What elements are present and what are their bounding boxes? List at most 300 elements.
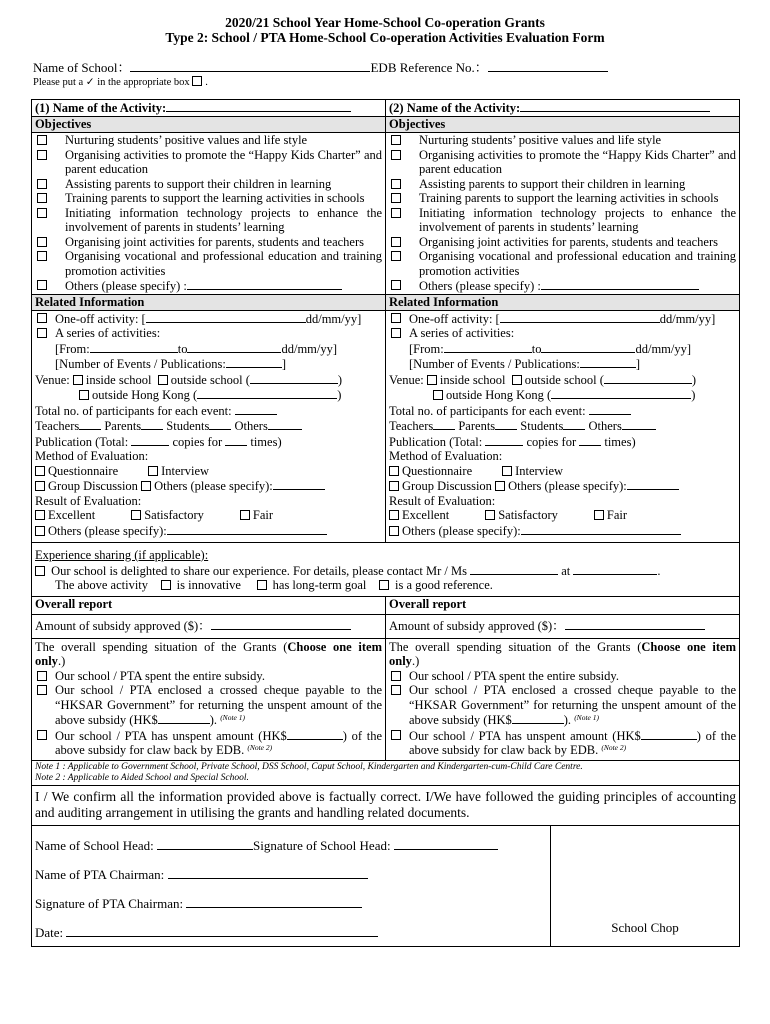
to-label: to: [531, 341, 542, 356]
inside-school-label: inside school: [439, 372, 506, 387]
events-label: [Number of Events / Publications:: [409, 357, 580, 371]
others-label: Others: [588, 419, 622, 433]
outside-school-checkbox[interactable]: [158, 375, 168, 385]
teachers-label: Teachers: [389, 419, 434, 433]
cheque-label: Our school / PTA enclosed a crossed cheque payable to the “HKSAR Government” for returning the unspent amount of the above subsidy (HK$: [409, 683, 736, 727]
objective-checkbox[interactable]: [37, 135, 47, 145]
cheque-end: ).: [563, 713, 572, 727]
events-label: [Number of Events / Publications:: [55, 357, 226, 371]
inside-school-label: inside school: [85, 372, 152, 387]
excellent-checkbox[interactable]: [389, 510, 399, 520]
from-label: [From:: [409, 341, 444, 356]
outside-hk-label: outside Hong Kong (: [446, 388, 552, 402]
objective-checkbox[interactable]: [37, 208, 47, 218]
contact-name-field[interactable]: [470, 563, 558, 575]
parents-label: Parents: [104, 419, 142, 433]
fair-checkbox[interactable]: [594, 510, 604, 520]
reference-checkbox[interactable]: [379, 580, 389, 590]
objective-checkbox[interactable]: [37, 150, 47, 160]
school-chop-area[interactable]: [551, 826, 739, 946]
outside-school-field[interactable]: [250, 372, 338, 384]
from-to-row: [389, 341, 736, 357]
note-2: Note 2 : Applicable to Aided School and Special School.: [35, 772, 249, 783]
series-label: A series of activities:: [55, 326, 161, 340]
outside-hk-row: [389, 387, 736, 403]
innovative-checkbox[interactable]: [161, 580, 171, 590]
objective-text: Organising activities to promote the “Happy Kids Charter” and parent education: [65, 147, 382, 176]
outside-hk-checkbox[interactable]: [79, 390, 89, 400]
objective-item[interactable]: [35, 133, 382, 148]
total-participants-row: [35, 403, 382, 419]
title-line-1: 2020/21 School Year Home-School Co-operation Grants: [225, 15, 545, 30]
amount-field[interactable]: [211, 618, 351, 630]
series-row[interactable]: [35, 326, 382, 341]
outside-hk-checkbox[interactable]: [433, 390, 443, 400]
objective-item[interactable]: [35, 206, 382, 235]
objective-item[interactable]: [389, 148, 736, 177]
title-line-2: Type 2: School / PTA Home-School Co-operation Activities Evaluation Form: [165, 30, 605, 45]
objective-checkbox[interactable]: [37, 251, 47, 261]
from-field[interactable]: [444, 341, 532, 353]
pta-name-row: [35, 867, 550, 882]
experience-line-2: [35, 578, 736, 593]
cheque-end: ).: [209, 713, 218, 727]
amount-label: Amount of subsidy approved ($)：: [389, 618, 565, 633]
result-row-2: [35, 523, 382, 543]
parents-label: Parents: [458, 419, 496, 433]
questionnaire-checkbox[interactable]: [35, 466, 45, 476]
objective-text: Others (please specify) :: [65, 279, 187, 293]
result-others-checkbox[interactable]: [35, 526, 45, 536]
unspent-end: ) of the above subsidy for claw back by EDB.: [55, 728, 382, 757]
overall-heading-1: Overall report: [32, 596, 386, 614]
cheque-amount-field[interactable]: [158, 712, 210, 724]
school-info-row: [33, 59, 770, 75]
head-sig-field[interactable]: [394, 838, 498, 850]
date-row: [35, 925, 550, 940]
times-field[interactable]: [579, 434, 601, 446]
reference-label: is a good reference.: [395, 578, 493, 592]
method-row-1: [35, 464, 382, 479]
paren: ): [691, 388, 696, 402]
share-experience-label: Our school is delighted to share our experience. For details, please contact Mr / Ms: [51, 563, 467, 578]
objective-text: Organising activities to promote the “Happy Kids Charter” and parent education: [419, 147, 736, 176]
result-others-field[interactable]: [521, 523, 681, 535]
date-field[interactable]: [66, 925, 378, 937]
unspent-row[interactable]: [389, 728, 736, 760]
hint-text: Please put a ✓ in the appropriate box: [33, 77, 190, 88]
objective-checkbox[interactable]: [37, 280, 47, 290]
interview-checkbox[interactable]: [502, 466, 512, 476]
paren: ): [337, 372, 343, 387]
spending-intro: [35, 640, 382, 669]
method-others-field[interactable]: [627, 478, 679, 490]
from-field[interactable]: [90, 341, 178, 353]
declaration: I / We confirm all the information provided above is factually correct. I/We have followed the guiding principles of accounting and auditing arrangement in utilising the grants and handling related documents.: [32, 785, 740, 825]
note-1-ref: (Note 1): [574, 713, 599, 722]
satisfactory-label: Satisfactory: [498, 508, 558, 522]
objective-item[interactable]: [389, 133, 736, 148]
pta-sig-row: [35, 896, 550, 911]
spent-entire-row[interactable]: [389, 669, 736, 684]
result-heading: Result of Evaluation:: [35, 493, 142, 508]
head-row: [35, 838, 550, 853]
teachers-label: Teachers: [35, 419, 80, 433]
objective-item[interactable]: [389, 177, 736, 192]
signature-section: [32, 825, 740, 946]
date-label: Date:: [35, 924, 64, 940]
spent-entire-label: Our school / PTA spent the entire subsidy.: [55, 668, 265, 683]
method-others-label: Others (please specify):: [508, 479, 627, 493]
related-info-1: [32, 310, 386, 543]
bracket: ]: [635, 357, 640, 371]
amount-label: Amount of subsidy approved ($)：: [35, 618, 211, 633]
objective-text: Initiating information technology projects to enhance the involvement of parents in students’ learning: [65, 205, 382, 234]
method-row-2: [389, 478, 736, 494]
excellent-label: Excellent: [402, 508, 450, 522]
one-off-label: One-off activity: [: [55, 311, 146, 326]
signature-wrapper: [32, 826, 739, 946]
activity-2-label: (2) Name of the Activity:: [389, 101, 521, 115]
result-row-1: [389, 508, 736, 523]
related-heading-2: Related Information: [386, 294, 740, 310]
spending-text: The overall spending situation of the Grants (: [35, 639, 288, 654]
students-label: Students: [166, 419, 210, 433]
spent-entire-label: Our school / PTA spent the entire subsidy.: [409, 668, 619, 683]
venue-row: [35, 372, 382, 388]
edb-ref-field[interactable]: [488, 59, 608, 72]
objective-item[interactable]: [35, 148, 382, 177]
one-off-row[interactable]: [389, 311, 736, 327]
activity-2-name-field[interactable]: [520, 100, 710, 112]
one-off-label: One-off activity: [: [409, 311, 500, 326]
objective-text: Nurturing students’ positive values and life style: [419, 133, 662, 147]
objective-text: Training parents to support the learning activities in schools: [419, 191, 719, 205]
series-label: A series of activities:: [409, 326, 515, 340]
publication-total-field[interactable]: [485, 434, 523, 446]
satisfactory-checkbox[interactable]: [485, 510, 495, 520]
venue-row: [389, 372, 736, 388]
participants-breakdown-row: [35, 418, 382, 434]
unspent-amount-field[interactable]: [641, 728, 697, 740]
others-specify-field[interactable]: [541, 278, 699, 290]
objective-text: Training parents to support the learning activities in schools: [65, 191, 365, 205]
objective-checkbox[interactable]: [37, 237, 47, 247]
cheque-amount-field[interactable]: [512, 712, 564, 724]
objective-text: Nurturing students’ positive values and life style: [65, 133, 308, 147]
series-checkbox[interactable]: [391, 328, 401, 338]
objective-checkbox[interactable]: [391, 208, 401, 218]
one-off-checkbox[interactable]: [391, 313, 401, 323]
objective-item[interactable]: [389, 249, 736, 278]
paren: ): [691, 372, 697, 387]
times-label: times): [250, 434, 282, 449]
publication-row: [35, 434, 382, 450]
times-label: times): [604, 434, 636, 449]
spending-text: The overall spending situation of the Grants (: [389, 639, 642, 654]
cheque-row[interactable]: [35, 683, 382, 728]
excellent-label: Excellent: [48, 508, 96, 522]
experience-heading: Experience sharing (if applicable):: [35, 548, 209, 562]
experience-sharing: [32, 543, 740, 597]
result-others-label: Others (please specify):: [48, 523, 167, 538]
pta-sig-field[interactable]: [186, 896, 362, 908]
series-checkbox[interactable]: [37, 328, 47, 338]
unspent-checkbox[interactable]: [37, 730, 47, 740]
times-field[interactable]: [225, 434, 247, 446]
unspent-checkbox[interactable]: [391, 730, 401, 740]
objective-item[interactable]: [389, 206, 736, 235]
edb-ref-label: EDB Reference No.：: [370, 60, 488, 75]
amount-field[interactable]: [565, 618, 705, 630]
outside-school-field[interactable]: [604, 372, 692, 384]
outside-hk-field[interactable]: [197, 387, 337, 399]
objective-text: Assisting parents to support their children in learning: [419, 176, 686, 191]
result-others-checkbox[interactable]: [389, 526, 399, 536]
objective-item[interactable]: [389, 235, 736, 250]
others-specify-field[interactable]: [187, 278, 342, 290]
school-chop-label: School Chop: [611, 920, 679, 935]
inside-school-checkbox[interactable]: [73, 375, 83, 385]
fair-checkbox[interactable]: [240, 510, 250, 520]
notes: [32, 760, 740, 785]
outside-school-label: outside school (: [524, 372, 604, 387]
objectives-list-1: [32, 133, 386, 295]
copies-label: copies for: [172, 434, 223, 449]
long-term-checkbox[interactable]: [257, 580, 267, 590]
amount-approved-1: [32, 614, 386, 638]
group-discussion-checkbox[interactable]: [35, 481, 45, 491]
objective-item[interactable]: [35, 191, 382, 206]
method-row-2: [35, 478, 382, 494]
objective-text: Organising joint activities for parents, students and teachers: [65, 234, 364, 249]
series-row[interactable]: [389, 326, 736, 341]
cheque-checkbox[interactable]: [37, 685, 47, 695]
total-participants-label: Total no. of participants for each event:: [35, 403, 232, 418]
objective-checkbox[interactable]: [391, 251, 401, 261]
objective-checkbox[interactable]: [391, 179, 401, 189]
interview-label: Interview: [161, 463, 210, 478]
head-name-field[interactable]: [157, 838, 253, 850]
name-of-school-label: Name of School：: [33, 60, 131, 75]
objective-text: Others (please specify) :: [419, 279, 541, 293]
spent-entire-row[interactable]: [35, 669, 382, 684]
outside-hk-row: [35, 387, 382, 403]
date-format: dd/mm/yy]: [281, 341, 338, 356]
objective-checkbox[interactable]: [391, 193, 401, 203]
method-others-field[interactable]: [273, 478, 325, 490]
outside-school-checkbox[interactable]: [512, 375, 522, 385]
others-label: Others: [234, 419, 268, 433]
events-field[interactable]: [580, 356, 636, 368]
date-format: dd/mm/yy]: [659, 311, 716, 326]
venue-label: Venue:: [389, 372, 424, 387]
contact-phone-field[interactable]: [573, 563, 657, 575]
activity-1-name-cell[interactable]: [32, 100, 386, 117]
publication-label: Publication (Total:: [389, 434, 483, 449]
objective-text: Organising vocational and professional education and training promotion activities: [65, 249, 382, 278]
copies-label: copies for: [526, 434, 577, 449]
group-discussion-label: Group Discussion: [48, 479, 138, 493]
objectives-list-2: [386, 133, 740, 295]
interview-label: Interview: [515, 463, 564, 478]
others-field[interactable]: [622, 418, 656, 430]
total-participants-row: [389, 403, 736, 419]
cheque-label: Our school / PTA enclosed a crossed cheque payable to the “HKSAR Government” for returning the unspent amount of the above subsidy (HK$: [55, 683, 382, 727]
total-participants-field[interactable]: [235, 403, 277, 415]
objectives-heading-2: Objectives: [386, 117, 740, 133]
events-field[interactable]: [226, 356, 282, 368]
unspent-label: Our school / PTA has unspent amount (HK$: [55, 728, 287, 743]
cheque-checkbox[interactable]: [391, 685, 401, 695]
objective-checkbox[interactable]: [391, 135, 401, 145]
participants-breakdown-row: [389, 418, 736, 434]
objective-checkbox[interactable]: [391, 237, 401, 247]
outside-school-label: outside school (: [170, 372, 250, 387]
one-off-checkbox[interactable]: [37, 313, 47, 323]
name-of-school-field[interactable]: [130, 59, 370, 72]
events-row: [389, 356, 736, 372]
method-heading: Method of Evaluation:: [389, 449, 503, 463]
spent-entire-checkbox[interactable]: [391, 671, 401, 681]
excellent-checkbox[interactable]: [35, 510, 45, 520]
group-discussion-label: Group Discussion: [402, 479, 492, 493]
objective-item[interactable]: [35, 249, 382, 278]
total-participants-field[interactable]: [589, 403, 631, 415]
questionnaire-label: Questionnaire: [402, 463, 473, 478]
objective-text: Organising vocational and professional education and training promotion activities: [419, 249, 736, 278]
objective-checkbox[interactable]: [391, 280, 401, 290]
instruction-hint: [33, 76, 770, 89]
cheque-row[interactable]: [389, 683, 736, 728]
interview-checkbox[interactable]: [148, 466, 158, 476]
students-label: Students: [520, 419, 564, 433]
spending-intro: [389, 640, 736, 669]
pta-name-label: Name of PTA Chairman:: [35, 866, 165, 882]
method-row-1: [389, 464, 736, 479]
note-1-ref: (Note 1): [220, 713, 245, 722]
spending-end: .): [411, 654, 420, 668]
note-2-ref: (Note 2): [247, 743, 273, 752]
related-info-2: [386, 310, 740, 543]
pta-name-field[interactable]: [168, 867, 368, 879]
result-row-2: [389, 523, 736, 543]
note-1: Note 1 : Applicable to Government School, Private School, DSS School, Caput School, Kindergarten and Kindergarten-cum-Child Care Centre.: [35, 761, 583, 772]
events-row: [35, 356, 382, 372]
objective-item[interactable]: [389, 278, 736, 294]
fair-label: Fair: [252, 508, 274, 522]
outside-hk-field[interactable]: [551, 387, 691, 399]
objective-item[interactable]: [389, 191, 736, 206]
teachers-field[interactable]: [433, 418, 455, 430]
method-others-label: Others (please specify):: [154, 479, 273, 493]
inside-school-checkbox[interactable]: [427, 375, 437, 385]
method-others-checkbox[interactable]: [495, 481, 505, 491]
questionnaire-checkbox[interactable]: [389, 466, 399, 476]
form-title: [0, 0, 770, 45]
objective-checkbox[interactable]: [37, 193, 47, 203]
method-others-checkbox[interactable]: [141, 481, 151, 491]
spending-situation-2: [386, 638, 740, 760]
spent-entire-checkbox[interactable]: [37, 671, 47, 681]
pta-sig-label: Signature of PTA Chairman:: [35, 895, 184, 911]
spending-situation-1: [32, 638, 386, 760]
objective-item[interactable]: [35, 177, 382, 192]
head-name-label: Name of School Head:: [35, 837, 154, 853]
objective-text: Assisting parents to support their children in learning: [65, 176, 332, 191]
long-term-label: has long-term goal: [272, 578, 367, 592]
questionnaire-label: Questionnaire: [48, 463, 119, 478]
parents-field[interactable]: [141, 418, 163, 430]
objective-text: Initiating information technology projects to enhance the involvement of parents in students’ learning: [419, 205, 736, 234]
from-to-row: [35, 341, 382, 357]
publication-total-field[interactable]: [131, 434, 169, 446]
one-off-date-field[interactable]: [146, 311, 306, 323]
unspent-end: ) of the above subsidy for claw back by EDB.: [409, 728, 736, 757]
objectives-heading-1: Objectives: [32, 117, 386, 133]
unspent-label: Our school / PTA has unspent amount (HK$: [409, 728, 641, 743]
satisfactory-checkbox[interactable]: [131, 510, 141, 520]
date-format: dd/mm/yy]: [635, 341, 692, 356]
satisfactory-label: Satisfactory: [144, 508, 204, 522]
group-discussion-checkbox[interactable]: [389, 481, 399, 491]
bracket: ]: [281, 357, 286, 371]
students-field[interactable]: [209, 418, 231, 430]
unspent-amount-field[interactable]: [287, 728, 343, 740]
others-field[interactable]: [268, 418, 302, 430]
one-off-date-field[interactable]: [500, 311, 660, 323]
above-activity-label: The above activity: [55, 578, 149, 592]
unspent-row[interactable]: [35, 728, 382, 760]
activity-2-name-cell[interactable]: [386, 100, 740, 117]
result-others-label: Others (please specify):: [402, 523, 521, 538]
one-off-row[interactable]: [35, 311, 382, 327]
amount-approved-2: [386, 614, 740, 638]
method-heading: Method of Evaluation:: [35, 449, 149, 463]
result-others-field[interactable]: [167, 523, 327, 535]
publication-label: Publication (Total:: [35, 434, 129, 449]
result-row-1: [35, 508, 382, 523]
teachers-field[interactable]: [79, 418, 101, 430]
objective-checkbox[interactable]: [391, 150, 401, 160]
activity-1-name-field[interactable]: [166, 100, 351, 112]
parents-field[interactable]: [495, 418, 517, 430]
related-heading-1: Related Information: [32, 294, 386, 310]
objective-checkbox[interactable]: [37, 179, 47, 189]
outside-hk-label: outside Hong Kong (: [92, 388, 198, 402]
overall-heading-2: Overall report: [386, 596, 740, 614]
activity-1-label: (1) Name of the Activity:: [35, 101, 167, 115]
choose-one-text: Choose one item only: [389, 639, 737, 668]
sample-checkbox: [192, 76, 202, 86]
venue-label: Venue:: [35, 372, 70, 387]
experience-line-1: [35, 563, 736, 579]
objective-item[interactable]: [35, 235, 382, 250]
result-heading: Result of Evaluation:: [389, 493, 496, 508]
to-label: to: [177, 341, 188, 356]
fair-label: Fair: [606, 508, 628, 522]
from-label: [From:: [55, 341, 90, 356]
signature-fields: [32, 826, 551, 946]
innovative-label: is innovative: [176, 578, 241, 592]
objective-item[interactable]: [35, 278, 382, 294]
objective-text: Organising joint activities for parents, students and teachers: [419, 234, 718, 249]
to-field[interactable]: [187, 341, 281, 353]
publication-row: [389, 434, 736, 450]
students-field[interactable]: [563, 418, 585, 430]
to-field[interactable]: [541, 341, 635, 353]
share-experience-checkbox[interactable]: [35, 566, 45, 576]
